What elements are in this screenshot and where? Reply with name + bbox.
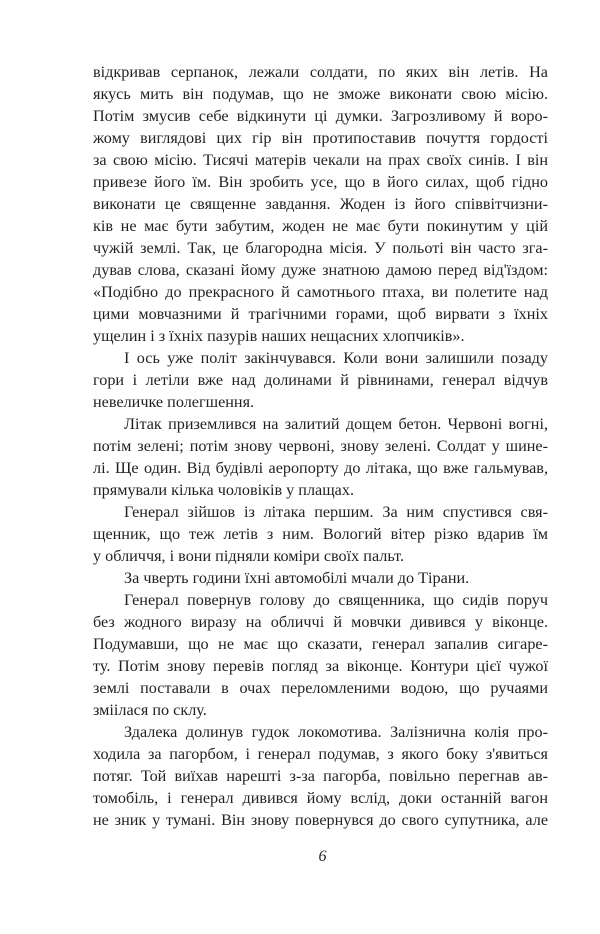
text-line: щенник, що теж летів з ним. Вологий вітер різко вдарив їм [93,525,548,543]
text-line: прямували кілька чоловіків у плащах. [93,481,354,499]
text-line: Генерал повернув голову до священника, що сидів поруч [124,591,548,609]
text-line: І ось уже політ закінчувався. Коли вони залишили позаду [124,349,548,367]
text-line: ту. Потім знову перевів погляд за віконце. Контури цієї чужої [93,657,548,675]
text-line: потяг. Той виїхав нарешті з-за пагорба, повільно перегнав ав- [93,767,548,785]
text-line: виконати це священне завдання. Жоден із його співвітчизни- [93,195,548,213]
text-line: землі поставали в очах переломленими водою, що ручаями [93,679,548,697]
text-line: невеличке полегшення. [93,393,255,411]
text-line: Здалека долинув гудок локомотива. Залізнична колія про- [124,723,548,741]
text-line: не зник у тумані. Він знову повернувся до свого супутника, але [93,811,548,829]
text-line: томобіль, і генерал дивився йому вслід, доки останній вагон [93,789,548,807]
text-line: дував слова, сказані йому дуже знатною дамою перед від'їздом: [93,261,548,279]
text-line: гори і летіли вже над долинами й рівнинами, генерал відчув [93,371,548,389]
text-line: зміілася по склу. [93,701,207,719]
text-line: ходила за пагорбом, і генерал подумав, з якого боку з'явиться [93,745,548,763]
text-line: ків не має бути забутим, жоден не має бути покинутим у цій [93,217,548,235]
text-line: жому виглядові цих гір він протипоставив почуття гордості [93,129,548,147]
text-line: Літак приземлився на залитий дощем бетон. Червоні вогні, [124,415,548,433]
text-line: Подумавши, що не має що сказати, генерал запалив сигаре- [93,635,548,653]
page-number: 6 [318,848,327,865]
text-line: За чверть години їхні автомобілі мчали до Тірани. [124,569,470,587]
text-line: Потім змусив себе відкинути ці думки. Загрозливому й воро- [93,107,548,125]
text-line: без жодного виразу на обличчі й мовчки дивився у віконце. [93,613,548,631]
text-line: привезе його їм. Він зробить усе, що в його силах, щоб гідно [93,173,548,191]
text-line: у обличчя, і вони підняли коміри своїх пальт. [93,547,405,565]
text-line: «Подібно до прекрасного й самотнього птаха, ви полетите над [93,283,548,301]
text-line: ущелин і з їхніх пазурів наших нещасних хлопчиків». [93,327,465,345]
text-line: Генерал зійшов із літака першим. За ним спустився свя- [124,503,548,521]
text-line: лі. Ще один. Від будівлі аеропорту до літака, що вже гальмував, [93,459,548,477]
text-line: чужій землі. Так, це благородна місія. У польоті він часто зга- [93,239,548,257]
text-line: відкривав серпанок, лежали солдати, по яких він летів. На [93,63,548,81]
text-line: цими мовчазними й трагічними горами, щоб вирвати з їхніх [93,305,548,323]
page-body-text [93,61,548,831]
text-line: потім зелені; потім знову червоні, знову зелені. Солдат у шине- [93,437,548,455]
text-line: за свою місію. Тисячі матерів чекали на прах своїх синів. І він [93,151,548,169]
text-line: якусь мить він подумав, що не зможе виконати свою місію. [93,85,548,103]
